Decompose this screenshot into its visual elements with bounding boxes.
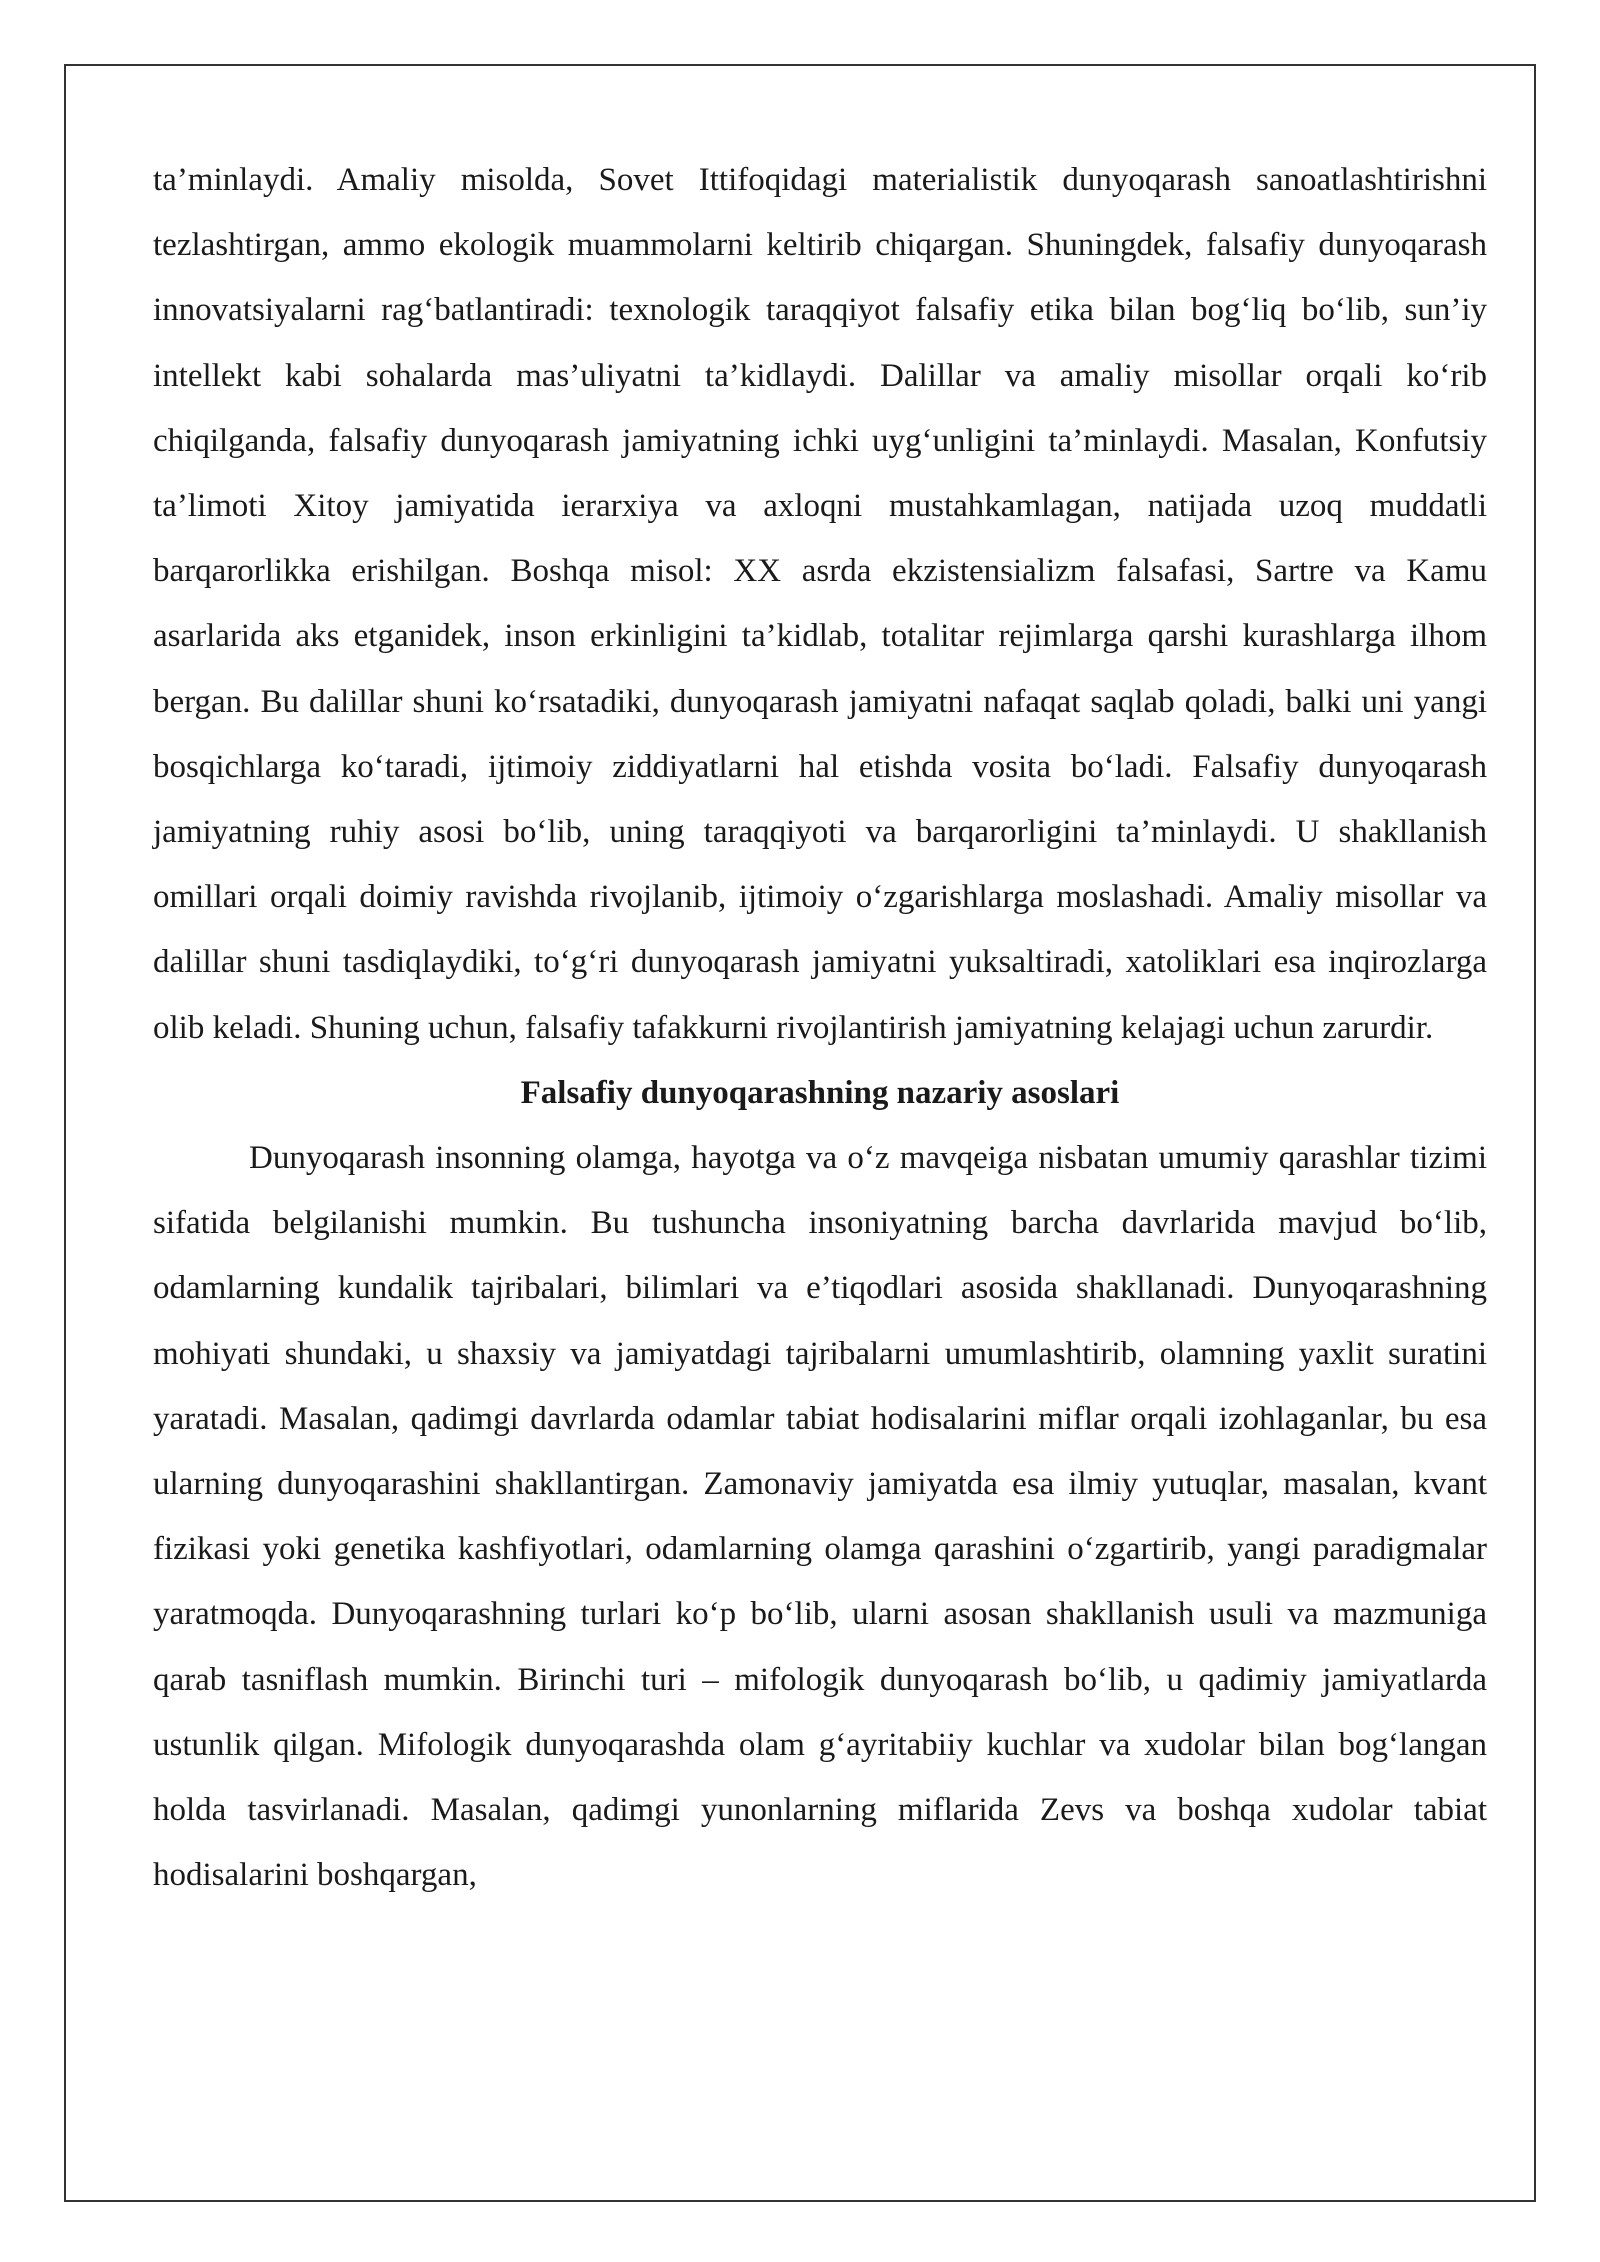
paragraph-1: ta’minlaydi. Amaliy misolda, Sovet Ittifoqidagi materialistik dunyoqarash sanoatlashtirishni tezlashtirgan, ammo ekologik muammolarni keltirib chiqargan. Shuningdek, falsafiy dunyoqarash innovatsiyalarni rag‘batlantiradi: texnologik taraqqiyot falsafiy etika bilan bog‘liq bo‘lib, sun’iy intellekt kabi sohalarda mas’uliyatni ta’kidlaydi. Dalillar va amaliy misollar orqali ko‘rib chiqilganda, falsafiy dunyoqarash jamiyatning ichki uyg‘unligini ta’minlaydi. Masalan, Konfutsiy ta’limoti Xitoy jamiyatida ierarxiya va axloqni mustahkamlagan, natijada uzoq muddatli barqarorlikka erishilgan. Boshqa misol: XX asrda ekzistensializm falsafasi, Sartre va Kamu asarlarida aks etganidek, inson erkinligini ta’kidlab, totalitar rejimlarga qarshi kurashlarga ilhom bergan. Bu dalillar shuni ko‘rsatadiki, dunyoqarash jamiyatni nafaqat saqlab qoladi, balki uni yangi bosqichlarga ko‘taradi, ijtimoiy ziddiyatlarni hal etishda vosita bo‘ladi. Falsafiy dunyoqarash jamiyatning ruhiy asosi bo‘lib, uning taraqqiyoti va barqarorligini ta’minlaydi. U shakllanish omillari orqali doimiy ravishda rivojlanib, ijtimoiy o‘zgarishlarga moslashadi. Amaliy misollar va dalillar shuni tasdiqlaydiki, to‘g‘ri dunyoqarash jamiyatni yuksaltiradi, xatoliklari esa inqirozlarga olib keladi. Shuning uchun, falsafiy tafakkurni rivojlantirish jamiyatning kelajagi uchun zarurdir. bbox=[153, 162, 1487, 1046]
document-body bbox=[153, 148, 1487, 1908]
paragraph-2: Dunyoqarash insonning olamga, hayotga va o‘z mavqeiga nisbatan umumiy qarashlar tizimi sifatida belgilanishi mumkin. Bu tushuncha insoniyatning barcha davrlarida mavjud bo‘lib, odamlarning kundalik tajribalari, bilimlari va e’tiqodlari asosida shakllanadi. Dunyoqarashning mohiyati shundaki, u shaxsiy va jamiyatdagi tajribalarni umumlashtirib, olamning yaxlit suratini yaratadi. Masalan, qadimgi davrlarda odamlar tabiat hodisalarini miflar orqali izohlaganlar, bu esa ularning dunyoqarashini shakllantirgan. Zamonaviy jamiyatda esa ilmiy yutuqlar, masalan, kvant fizikasi yoki genetika kashfiyotlari, odamlarning olamga qarashini o‘zgartirib, yangi paradigmalar yaratmoqda. Dunyoqarashning turlari ko‘p bo‘lib, ularni asosan shakllanish usuli va mazmuniga qarab tasniflash mumkin. Birinchi turi – mifologik dunyoqarash bo‘lib, u qadimiy jamiyatlarda ustunlik qilgan. Mifologik dunyoqarashda olam g‘ayritabiiy kuchlar va xudolar bilan bog‘langan holda tasvirlanadi. Masalan, qadimgi yunonlarning miflarida Zevs va boshqa xudolar tabiat hodisalarini boshqargan, bbox=[153, 1140, 1487, 1894]
section-heading: Falsafiy dunyoqarashning nazariy asoslari bbox=[520, 1074, 1120, 1111]
